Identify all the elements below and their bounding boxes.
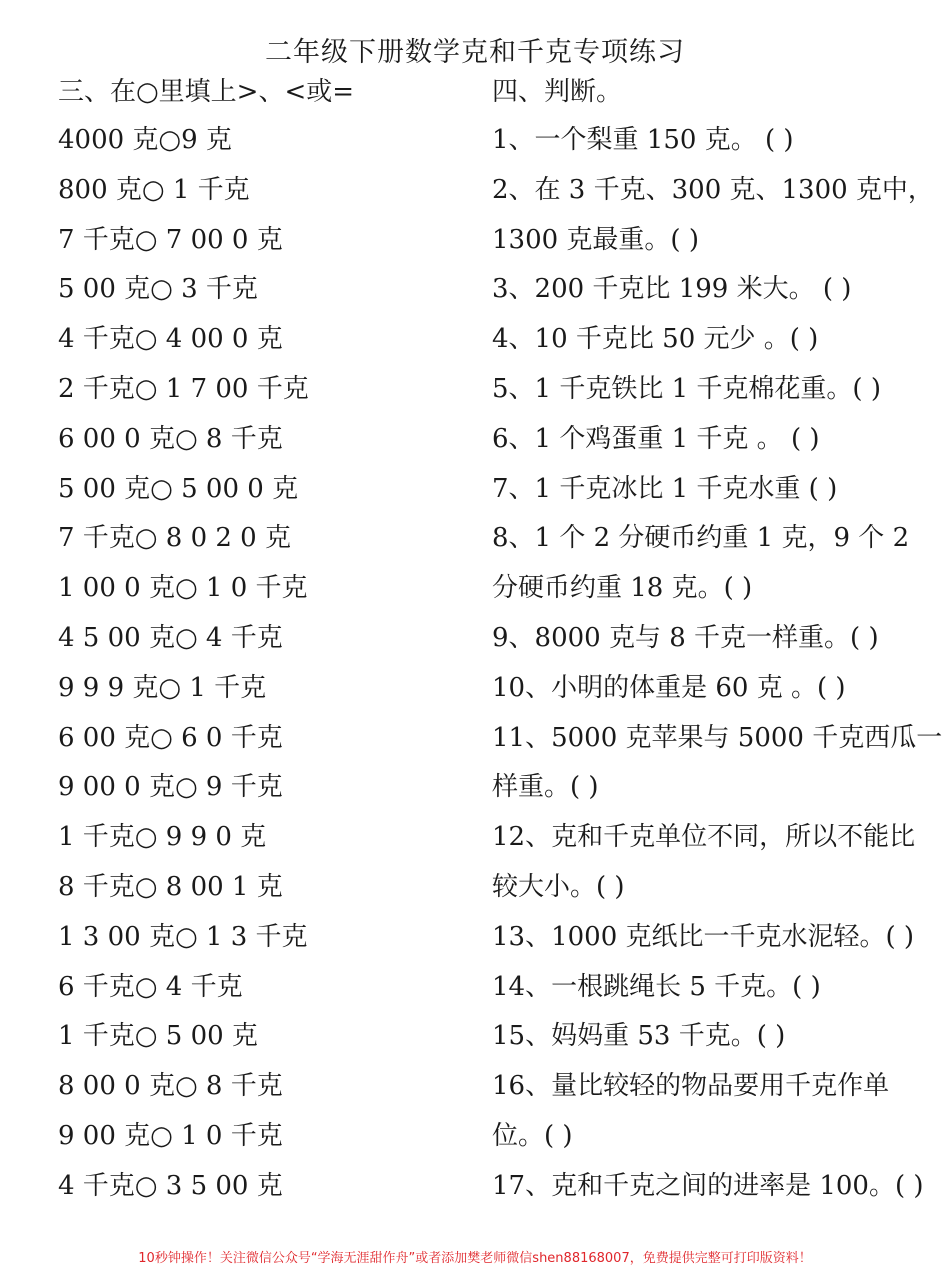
judgment-item: 9、8000 克与 8 千克一样重。( ) — [492, 622, 879, 653]
comparison-item: 1 00 0 克○ 1 0 千克 — [58, 573, 308, 604]
judgment-item: 2、在 3 千克、300 克、1300 克中， — [492, 174, 934, 205]
page-title: 二年级下册数学克和千克专项练习 — [265, 37, 685, 68]
comparison-item: 9 00 0 克○ 9 千克 — [58, 772, 283, 803]
judgment-heading: 四、判断。 — [492, 77, 623, 107]
comparison-section — [58, 68, 478, 1212]
comparison-item: 2 千克○ 1 7 00 千克 — [58, 373, 309, 404]
comparison-item: 1 3 00 克○ 1 3 千克 — [58, 921, 308, 952]
judgment-item: 12、克和千克单位不同，所以不能比 — [492, 822, 916, 853]
comparison-item: 4 5 00 克○ 4 千克 — [58, 622, 283, 653]
comparison-item: 1 千克○ 9 9 0 克 — [58, 822, 267, 853]
comparison-item: 6 00 0 克○ 8 千克 — [58, 423, 283, 454]
comparison-item: 4 千克○ 4 00 0 克 — [58, 324, 283, 355]
judgment-item: 8、1 个 2 分硬币约重 1 克，9 个 2 — [492, 523, 910, 554]
comparison-item: 4 千克○ 3 5 00 克 — [58, 1170, 283, 1201]
judgment-item: 4、10 千克比 50 元少 。( ) — [492, 324, 819, 355]
comparison-heading: 三、在○里填上>、<或= — [58, 77, 355, 107]
comparison-item: 5 00 克○ 3 千克 — [58, 274, 258, 305]
comparison-item: 5 00 克○ 5 00 0 克 — [58, 473, 299, 504]
judgment-item: 6、1 个鸡蛋重 1 千克 。 ( ) — [492, 423, 820, 454]
judgment-item: 16、量比较轻的物品要用千克作单 — [492, 1071, 890, 1102]
judgment-item: 较大小。( ) — [492, 871, 625, 902]
judgment-item: 10、小明的体重是 60 克 。( ) — [492, 672, 846, 703]
comparison-item: 8 千克○ 8 00 1 克 — [58, 871, 283, 902]
judgment-section — [492, 68, 943, 1212]
judgment-item: 7、1 千克冰比 1 千克水重 ( ) — [492, 473, 838, 504]
judgment-item: 3、200 千克比 199 米大。 ( ) — [492, 274, 852, 305]
judgment-item: 分硬币约重 18 克。( ) — [492, 573, 753, 604]
promo-footer: 10秒钟操作！关注微信公众号“学海无涯甜作舟”或者添加樊老师微信shen88168007，免费提供完整可打印版资料！ — [138, 1251, 812, 1266]
comparison-item: 1 千克○ 5 00 克 — [58, 1021, 258, 1052]
comparison-item: 4000 克○9 克 — [58, 125, 232, 155]
comparison-item: 9 00 克○ 1 0 千克 — [58, 1120, 283, 1151]
comparison-item: 6 千克○ 4 千克 — [58, 971, 243, 1002]
comparison-item: 7 千克○ 8 0 2 0 克 — [58, 523, 291, 554]
judgment-item: 位。( ) — [492, 1120, 573, 1151]
judgment-item: 17、克和千克之间的进率是 100。( ) — [492, 1170, 924, 1201]
comparison-item: 7 千克○ 7 00 0 克 — [58, 224, 283, 255]
comparison-item: 800 克○ 1 千克 — [58, 174, 250, 205]
comparison-item: 8 00 0 克○ 8 千克 — [58, 1071, 283, 1102]
judgment-item: 样重。( ) — [492, 772, 599, 803]
judgment-item: 1、一个梨重 150 克。 ( ) — [492, 125, 794, 155]
judgment-item: 14、一根跳绳长 5 千克。( ) — [492, 971, 821, 1002]
judgment-item: 13、1000 克纸比一千克水泥轻。( ) — [492, 921, 915, 952]
judgment-item: 15、妈妈重 53 千克。( ) — [492, 1021, 786, 1052]
judgment-item: 1300 克最重。( ) — [492, 224, 699, 255]
judgment-item: 5、1 千克铁比 1 千克棉花重。( ) — [492, 373, 881, 404]
comparison-item: 9 9 9 克○ 1 千克 — [58, 672, 267, 703]
judgment-item: 11、5000 克苹果与 5000 千克西瓜一 — [492, 722, 943, 753]
comparison-item: 6 00 克○ 6 0 千克 — [58, 722, 283, 753]
